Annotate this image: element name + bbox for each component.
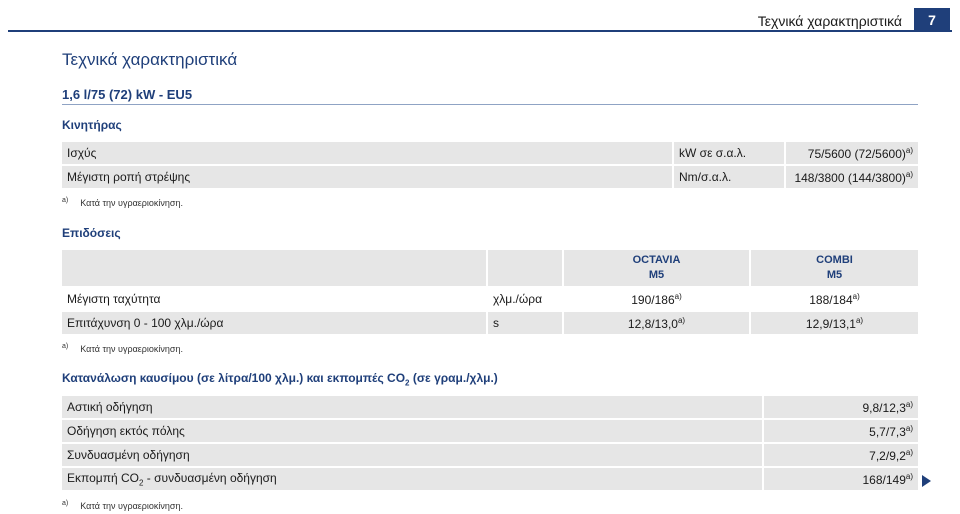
consumption-heading: Κατανάλωση καυσίμου (σε λίτρα/100 χλμ.) και εκπομπές $CO_2$ (σε γραμ./χλμ.) [62,371,498,388]
row-value-octavia: 190/186$^{a)}$ [564,288,749,310]
col-header-combi: COMBI M5 [751,250,918,286]
row-label: Αστική οδήγηση [62,396,762,418]
header-rule [8,30,952,32]
table-row [62,468,918,490]
row-value-octavia: 12,8/13,0$^{a)}$ [564,312,749,334]
table-row [62,444,918,466]
row-value-combi: 12,9/13,1$^{a)}$ [751,312,918,334]
row-unit: Nm/σ.α.λ. [674,166,784,188]
page-title: Τεχνικά χαρακτηριστικά [62,50,238,69]
row-unit: χλμ./ώρα [488,288,562,310]
row-label: Ισχύς [62,142,672,164]
row-label: Εκπομπή $CO_2$ - συνδυασμένη οδήγηση [62,468,762,490]
footnote: $^{a)}$ Κατά την υγραεριοκίνηση. [62,343,183,354]
row-label: Επιτάχυνση 0 - 100 χλμ./ώρα [62,312,486,334]
row-value-combi: 188/184$^{a)}$ [751,288,918,310]
row-value: 148/3800 $(144/3800)^{a)}$ [786,166,918,188]
performance-table [62,248,918,336]
row-label: Μέγιστη ταχύτητα [62,288,486,310]
table-row [62,288,918,310]
consumption-table [62,394,918,492]
table-row [62,396,918,418]
header-title: Τεχνικά χαρακτηριστικά [757,13,902,29]
table-row [62,142,918,164]
table-row [62,166,918,188]
col-header-octavia: OCTAVIA M5 [564,250,749,286]
row-value: 9,8/12,3$^{a)}$ [764,396,918,418]
table-row [62,312,918,334]
footnote-ref: a) [905,169,913,179]
row-label: Μέγιστη ροπή στρέψης [62,166,672,188]
engine-variant-title: 1,6 l/75 (72) kW - EU5 [62,87,193,102]
engine-heading: Κινητήρας [62,118,122,132]
engine-table [62,140,918,190]
row-label: Οδήγηση εκτός πόλης [62,420,762,442]
footnote: $^{a)}$ Κατά την υγραεριοκίνηση. [62,197,183,208]
row-value: 5,7/7,3$^{a)}$ [764,420,918,442]
footnote: $^{a)}$ Κατά την υγραεριοκίνηση. [62,500,183,511]
row-label: Συνδυασμένη οδήγηση [62,444,762,466]
row-unit: s [488,312,562,334]
footnote-ref: a) [905,145,913,155]
variant-rule [62,104,918,105]
page-number: 7 [914,8,950,32]
row-value: 7,2/9,2$^{a)}$ [764,444,918,466]
table-row [62,420,918,442]
table-header-row [62,250,918,286]
next-page-arrow-icon[interactable] [922,475,931,487]
row-unit: kW σε σ.α.λ. [674,142,784,164]
row-value: 168/149$^{a)}$ [764,468,918,490]
row-value: 75/5600 $(72/5600)^{a)}$ [786,142,918,164]
performance-heading: Επιδόσεις [62,226,121,240]
